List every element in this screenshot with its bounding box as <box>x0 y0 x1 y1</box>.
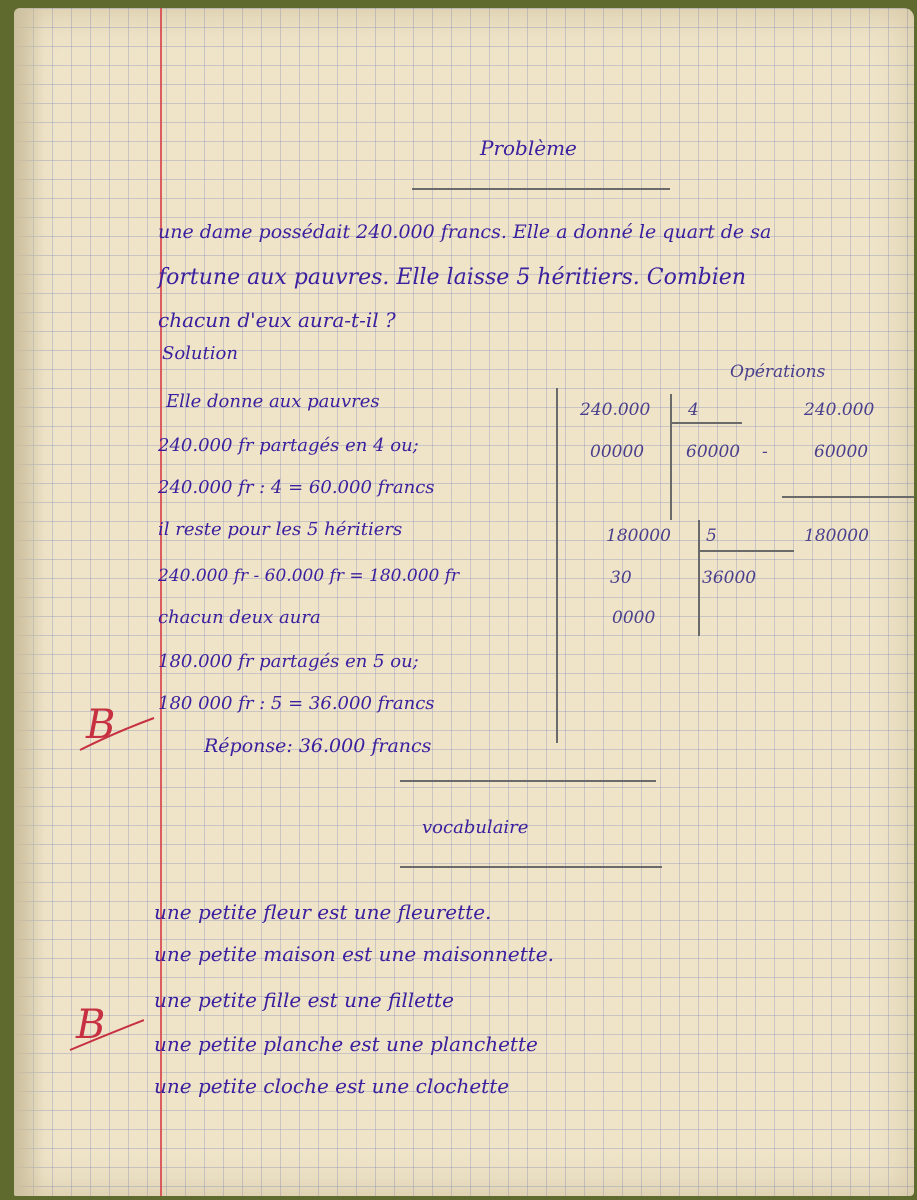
minus-sign: - <box>762 442 768 462</box>
statement-line-1: une dame possédait 240.000 francs. Elle a donné le quart de sa <box>158 221 772 243</box>
margin-line <box>160 8 162 1196</box>
div1-remainder: 00000 <box>590 442 645 462</box>
solution-line-8: 180 000 fr : 5 = 36.000 francs <box>158 693 435 714</box>
vocab-line-2: une petite maison est une maisonnette. <box>154 942 554 966</box>
grade-mark-vocabulary-letter: B <box>76 1002 106 1048</box>
div1-divisor: 4 <box>688 400 699 420</box>
solution-line-3: 240.000 fr : 4 = 60.000 francs <box>158 477 435 498</box>
vocab-line-4: une petite planche est une planchette <box>154 1032 538 1056</box>
vocab-rule-top <box>400 780 656 782</box>
solution-line-1: Elle donne aux pauvres <box>166 391 380 412</box>
solution-line-6: chacun deux aura <box>158 607 321 628</box>
div2-quotient: 36000 <box>702 568 757 588</box>
solution-line-2: 240.000 fr partagés en 4 ou; <box>158 435 419 456</box>
div1-bracket-horizontal <box>670 422 742 424</box>
grade-mark-problem <box>76 692 156 752</box>
div2-step1: 30 <box>610 568 632 588</box>
div2-bracket-horizontal <box>698 550 794 552</box>
answer-line: Réponse: 36.000 francs <box>204 735 432 757</box>
operations-divider <box>556 388 558 743</box>
operations-title: Opérations <box>730 362 826 382</box>
sub-result-line <box>782 496 914 498</box>
div1-quotient: 60000 <box>686 442 741 462</box>
sub-result: 180000 <box>804 526 869 546</box>
vocab-rule-bottom <box>400 866 662 868</box>
sub-minuend: 240.000 <box>804 400 875 420</box>
grade-mark-problem-letter: B <box>86 702 116 748</box>
solution-label: Solution <box>162 343 238 364</box>
sub-subtrahend: 60000 <box>814 442 869 462</box>
notebook-page <box>14 8 914 1196</box>
statement-line-3: chacun d'eux aura-t-il ? <box>158 308 396 332</box>
problem-title: Problème <box>480 136 577 160</box>
page-edge-shadow <box>14 8 44 1196</box>
div1-bracket-vertical <box>670 394 672 520</box>
solution-line-7: 180.000 fr partagés en 5 ou; <box>158 651 419 672</box>
div2-dividend: 180000 <box>606 526 671 546</box>
grade-mark-vocabulary <box>64 992 144 1052</box>
title-underline <box>412 188 670 190</box>
vocab-line-1: une petite fleur est une fleurette. <box>154 900 492 924</box>
div2-step2: 0000 <box>612 608 656 628</box>
div1-dividend: 240.000 <box>580 400 651 420</box>
vocab-title: vocabulaire <box>422 817 529 838</box>
div2-bracket-vertical <box>698 520 700 636</box>
div2-divisor: 5 <box>706 526 717 546</box>
solution-line-4: il reste pour les 5 héritiers <box>158 519 403 540</box>
statement-line-2: fortune aux pauvres. Elle laisse 5 héritiers. Combien <box>158 265 746 290</box>
solution-line-5: 240.000 fr - 60.000 fr = 180.000 fr <box>158 566 460 586</box>
vocab-line-3: une petite fille est une fillette <box>154 988 454 1012</box>
vocab-line-5: une petite cloche est une clochette <box>154 1074 510 1098</box>
